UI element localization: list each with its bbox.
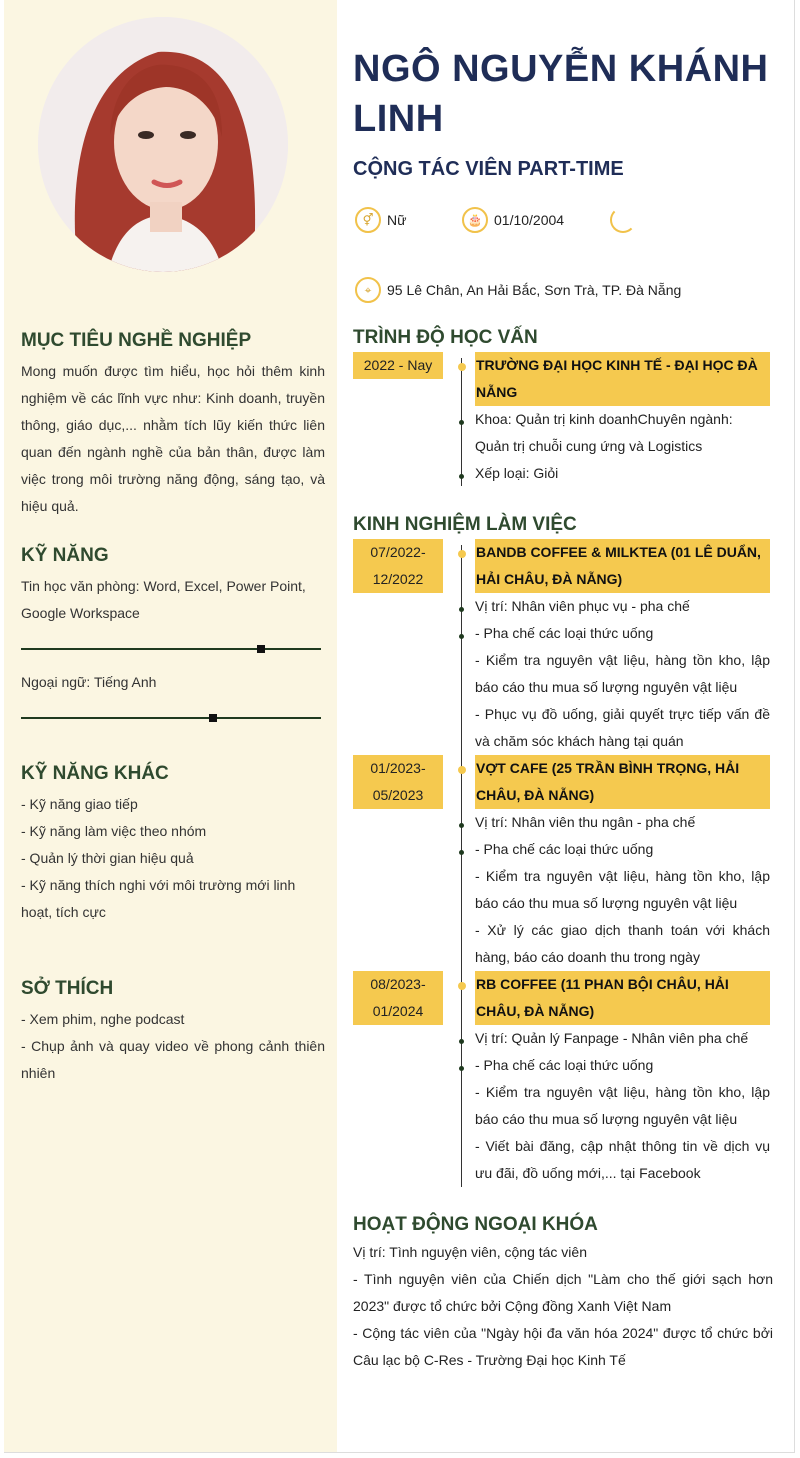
job-duty: - Xử lý các giao dịch thanh toán với khách hàng, báo cáo doanh thu trong ngày [475, 922, 770, 965]
bullet-dot [459, 1066, 464, 1071]
bullet-dot [459, 474, 464, 479]
other-skills-heading: KỸ NĂNG KHÁC [21, 763, 169, 784]
job-date-start: 08/2023- [370, 976, 426, 992]
objective-text: Mong muốn được tìm hiểu, học hỏi thêm kinh nghiệm về các lĩnh vực như: Kinh doanh, truyền thông, giáo dục,... nhằm tích lũy kiến thức liên quan đến ngành nghề của bản thân, được làm việc trong môi trường năng động, sáng tạo, và hiệu quả. [21, 363, 325, 514]
skill-office-level-bar [21, 648, 321, 650]
profile-photo [38, 17, 288, 272]
activity-item: - Tình nguyện viên của Chiến dịch "Làm cho thế giới sạch hơn 2023" được tổ chức bởi Cộng đồng Xanh Việt Nam [353, 1271, 773, 1314]
address-info [355, 277, 681, 303]
bullet-dot [459, 607, 464, 612]
job-date-end: 12/2022 [372, 571, 424, 587]
timeline-dot [458, 550, 466, 558]
job-position: Vị trí: Nhân viên phục vụ - pha chế [475, 598, 690, 614]
job-date [353, 539, 443, 593]
job-date-start: 07/2022- [370, 544, 426, 560]
phone-info [610, 207, 642, 233]
job-company: RB COFFEE (11 PHAN BỘI CHÂU, HẢI CHÂU, ĐÀ NẴNG) [475, 971, 770, 1025]
activities-position: Vị trí: Tình nguyện viên, cộng tác viên [353, 1244, 587, 1260]
phone-icon [610, 207, 636, 233]
education-major: Khoa: Quản trị kinh doanhChuyên ngành: Quản trị chuỗi cung ứng và Logistics [475, 411, 733, 454]
skill-office-level-knob [257, 645, 265, 653]
skill-language-level-bar [21, 717, 321, 719]
job-date-start: 01/2023- [370, 760, 426, 776]
timeline-dot [458, 982, 466, 990]
birthday-value: 01/10/2004 [494, 212, 565, 228]
job-duty: - Kiểm tra nguyên vật liệu, hàng tồn kho, lập báo cáo thu mua số lượng nguyên vật liệu [475, 1084, 770, 1127]
objective-heading: MỤC TIÊU NGHỀ NGHIỆP [21, 330, 252, 351]
job-duty: - Kiểm tra nguyên vật liệu, hàng tồn kho, lập báo cáo thu mua số lượng nguyên vật liệu [475, 652, 770, 695]
hobby-item: - Xem phim, nghe podcast [21, 1011, 185, 1027]
bullet-dot [459, 823, 464, 828]
job-duty: - Kiểm tra nguyên vật liệu, hàng tồn kho, lập báo cáo thu mua số lượng nguyên vật liệu [475, 868, 770, 911]
education-school: TRƯỜNG ĐẠI HỌC KINH TẾ - ĐẠI HỌC ĐÀ NẴNG [475, 352, 770, 406]
other-skill-item: - Kỹ năng giao tiếp [21, 796, 138, 812]
address-value: 95 Lê Chân, An Hải Bắc, Sơn Trà, TP. Đà Nẵng [387, 282, 682, 298]
bullet-dot [459, 850, 464, 855]
hobbies-heading: SỞ THÍCH [21, 978, 114, 999]
other-skill-item: - Kỹ năng thích nghi với môi trường mới linh hoạt, tích cực [21, 877, 296, 920]
job-position: Vị trí: Quản lý Fanpage - Nhân viên pha chế [475, 1030, 749, 1046]
candidate-name: NGÔ NGUYỄN KHÁNH LINH [353, 48, 769, 140]
gender-icon: ⚥ [355, 207, 381, 233]
job-company: BANDB COFFEE & MILKTEA (01 LÊ DUẨN, HẢI CHÂU, ĐÀ NẴNG) [475, 539, 770, 593]
bullet-dot [459, 1039, 464, 1044]
skill-language: Ngoại ngữ: Tiếng Anh [21, 674, 157, 690]
job-duty: - Phục vụ đồ uống, giải quyết trực tiếp vấn đề và chăm sóc khách hàng tại quán [475, 706, 770, 749]
skills-heading: KỸ NĂNG [21, 545, 109, 566]
job-date [353, 755, 443, 809]
other-skill-item: - Quản lý thời gian hiệu quả [21, 850, 194, 866]
job-duty: - Pha chế các loại thức uống [475, 1057, 654, 1073]
timeline-dot [458, 766, 466, 774]
job-duty: - Viết bài đăng, cập nhật thông tin về dịch vụ ưu đãi, đồ uống mới,... tại Facebook [475, 1138, 770, 1181]
job-duty: - Pha chế các loại thức uống [475, 841, 654, 857]
job-company: VỢT CAFE (25 TRẦN BÌNH TRỌNG, HẢI CHÂU, ĐÀ NẴNG) [475, 755, 770, 809]
gender-value: Nữ [387, 212, 407, 228]
job-date-end: 05/2023 [372, 787, 424, 803]
timeline-dot [458, 363, 466, 371]
bullet-dot [459, 420, 464, 425]
job-position: Vị trí: Nhân viên thu ngân - pha chế [475, 814, 696, 830]
activities-heading: HOẠT ĐỘNG NGOẠI KHÓA [353, 1214, 598, 1235]
hobby-item: - Chụp ảnh và quay video về phong cảnh thiên nhiên [21, 1038, 325, 1081]
job-date [353, 971, 443, 1025]
bullet-dot [459, 634, 464, 639]
gender-info [355, 207, 406, 233]
cake-icon: 🎂 [462, 207, 488, 233]
location-pin-icon: ⌖ [355, 277, 381, 303]
experience-heading: KINH NGHIỆM LÀM VIỆC [353, 514, 577, 535]
education-rank: Xếp loại: Giỏi [475, 465, 559, 481]
experience-timeline-line [461, 545, 462, 1187]
job-date-end: 01/2024 [372, 1003, 424, 1019]
education-date: 2022 - Nay [353, 352, 443, 379]
activity-item: - Cộng tác viên của "Ngày hội đa văn hóa 2024" được tổ chức bởi Câu lạc bộ C-Res - Trường Đại học Kinh Tế [353, 1325, 773, 1368]
candidate-role: CỘNG TÁC VIÊN PART-TIME [353, 158, 624, 180]
other-skill-item: - Kỹ năng làm việc theo nhóm [21, 823, 207, 839]
job-duty: - Pha chế các loại thức uống [475, 625, 654, 641]
skill-office: Tin học văn phòng: Word, Excel, Power Point, Google Workspace [21, 578, 306, 621]
skill-language-level-knob [209, 714, 217, 722]
birthday-info [462, 207, 564, 233]
education-heading: TRÌNH ĐỘ HỌC VẤN [353, 327, 538, 348]
